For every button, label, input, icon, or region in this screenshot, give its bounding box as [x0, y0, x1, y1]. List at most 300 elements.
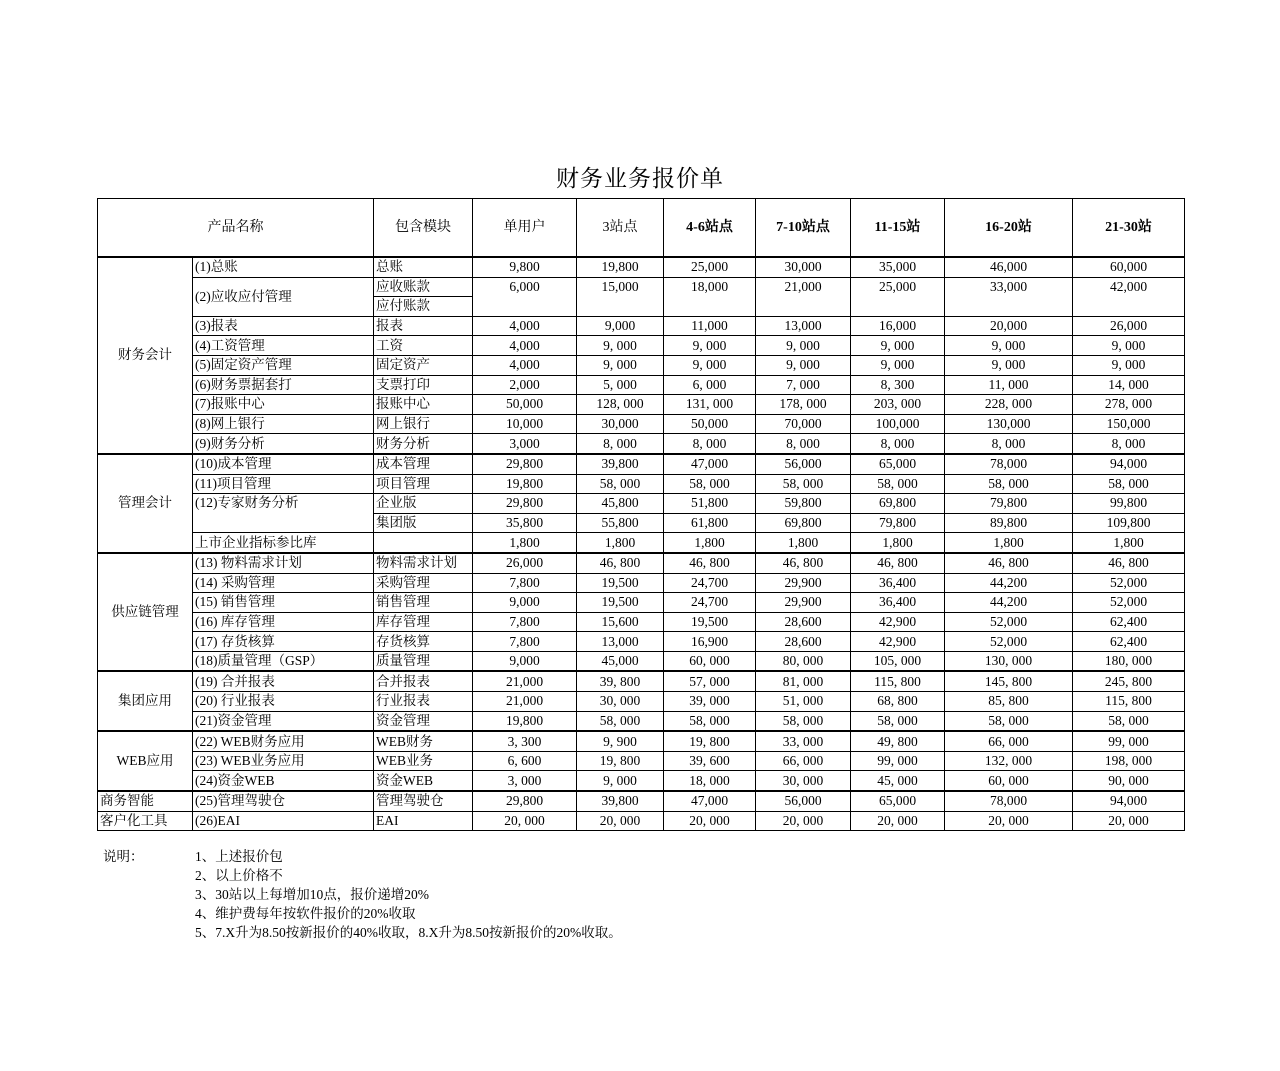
price-cell: 8, 000: [756, 434, 851, 454]
price-cell: 9, 000: [756, 336, 851, 356]
price-cell: 9, 000: [1073, 355, 1185, 375]
price-cell: 2,000: [473, 375, 577, 395]
module-cell: 工资: [374, 336, 473, 356]
price-cell: 100,000: [851, 414, 945, 434]
product-cell: (24)资金WEB: [193, 771, 374, 791]
price-cell: 115, 800: [1073, 692, 1185, 712]
price-cell: 9, 000: [577, 336, 664, 356]
price-cell: 62,400: [1073, 632, 1185, 652]
price-cell: 58, 000: [756, 711, 851, 731]
price-cell: 13,000: [577, 632, 664, 652]
price-cell: 3,000: [473, 434, 577, 454]
price-cell: 198, 000: [1073, 751, 1185, 771]
price-cell: 8, 000: [1073, 434, 1185, 454]
module-cell: 网上银行: [374, 414, 473, 434]
price-cell: 21,000: [473, 671, 577, 691]
table-row: [98, 277, 1185, 297]
table-row: [98, 751, 1185, 771]
price-cell: 9, 000: [945, 355, 1073, 375]
price-cell: 58, 000: [664, 711, 756, 731]
price-cell: 1,800: [473, 533, 577, 553]
module-cell: 企业版: [374, 494, 473, 514]
price-cell: 6, 600: [473, 751, 577, 771]
table-row: [98, 711, 1185, 731]
price-cell: 6,000: [473, 277, 577, 316]
price-cell: 26,000: [473, 553, 577, 573]
price-cell: 30,000: [756, 257, 851, 277]
price-cell: 45,800: [577, 494, 664, 514]
price-cell: 20, 000: [756, 811, 851, 831]
product-cell: (3)报表: [193, 316, 374, 336]
table-header-row: [98, 199, 1185, 258]
price-cell: 58, 000: [756, 474, 851, 494]
product-cell: (25)管理驾驶仓: [193, 791, 374, 811]
header-col: 21-30站: [1073, 199, 1185, 258]
price-cell: 58, 000: [945, 711, 1073, 731]
header-product: 产品名称: [98, 199, 374, 258]
price-cell: 8, 000: [577, 434, 664, 454]
price-cell: 47,000: [664, 454, 756, 474]
price-cell: 9, 900: [577, 731, 664, 751]
price-cell: 57, 000: [664, 671, 756, 691]
notes-label: 说明：: [103, 849, 144, 864]
table-row: [98, 434, 1185, 454]
price-cell: 9, 000: [851, 355, 945, 375]
price-cell: 6, 000: [664, 375, 756, 395]
price-cell: 19,800: [473, 711, 577, 731]
category-cell: WEB应用: [98, 731, 193, 791]
price-cell: 26,000: [1073, 316, 1185, 336]
price-cell: 69,800: [851, 494, 945, 514]
price-cell: 203, 000: [851, 395, 945, 415]
price-cell: 55,800: [577, 513, 664, 533]
price-cell: 58, 000: [851, 474, 945, 494]
price-cell: 15,000: [577, 277, 664, 316]
price-cell: 132, 000: [945, 751, 1073, 771]
price-cell: 11,000: [664, 316, 756, 336]
table-row: [98, 573, 1185, 593]
price-cell: 58, 000: [577, 711, 664, 731]
price-cell: 16,900: [664, 632, 756, 652]
module-cell: 应付账款: [374, 297, 473, 317]
price-cell: 51,800: [664, 494, 756, 514]
price-cell: 9, 000: [851, 336, 945, 356]
note-item: 3、30站以上每增加10点，报价递增20%: [195, 887, 429, 902]
module-cell: 管理驾驶仓: [374, 791, 473, 811]
price-cell: 7,800: [473, 573, 577, 593]
price-cell: 70,000: [756, 414, 851, 434]
product-cell: 上市企业指标参比库: [193, 533, 374, 553]
category-cell: 集团应用: [98, 671, 193, 731]
module-cell: 质量管理: [374, 651, 473, 671]
price-cell: 45, 000: [851, 771, 945, 791]
note-item: 4、维护费每年按软件报价的20%收取: [195, 906, 416, 921]
price-cell: 150,000: [1073, 414, 1185, 434]
price-cell: 9,000: [577, 316, 664, 336]
table-row: [98, 651, 1185, 671]
price-cell: 20, 000: [473, 811, 577, 831]
table-row: [98, 375, 1185, 395]
price-cell: 60, 000: [664, 651, 756, 671]
price-cell: 20, 000: [851, 811, 945, 831]
price-cell: 42,000: [1073, 277, 1185, 316]
price-cell: 20, 000: [1073, 811, 1185, 831]
price-cell: 115, 800: [851, 671, 945, 691]
price-cell: 58, 000: [577, 474, 664, 494]
price-cell: 50,000: [473, 395, 577, 415]
price-cell: 130,000: [945, 414, 1073, 434]
price-cell: 94,000: [1073, 791, 1185, 811]
price-cell: 7, 000: [756, 375, 851, 395]
module-cell: 销售管理: [374, 593, 473, 613]
price-cell: 30,000: [577, 414, 664, 434]
price-cell: 46, 800: [945, 553, 1073, 573]
price-cell: 58, 000: [1073, 474, 1185, 494]
module-cell: 报表: [374, 316, 473, 336]
module-cell: WEB财务: [374, 731, 473, 751]
note-item: 1、上述报价包: [195, 849, 283, 864]
module-cell: 存货核算: [374, 632, 473, 652]
price-cell: 130, 000: [945, 651, 1073, 671]
price-cell: 278, 000: [1073, 395, 1185, 415]
price-cell: 9, 000: [1073, 336, 1185, 356]
table-row: [98, 791, 1185, 811]
price-cell: 9, 000: [756, 355, 851, 375]
price-cell: 4,000: [473, 336, 577, 356]
price-cell: 61,800: [664, 513, 756, 533]
table-row: [98, 336, 1185, 356]
price-cell: 24,700: [664, 593, 756, 613]
price-cell: 105, 000: [851, 651, 945, 671]
category-cell: 商务智能: [98, 791, 193, 811]
price-cell: 4,000: [473, 355, 577, 375]
price-cell: 15,600: [577, 612, 664, 632]
price-cell: 62,400: [1073, 612, 1185, 632]
price-cell: 178, 000: [756, 395, 851, 415]
table-row: [98, 731, 1185, 751]
price-table: [97, 198, 1185, 831]
price-cell: 19,500: [577, 573, 664, 593]
header-col: 3站点: [577, 199, 664, 258]
product-cell: (9)财务分析: [193, 434, 374, 454]
price-cell: 65,000: [851, 791, 945, 811]
module-cell: 支票打印: [374, 375, 473, 395]
price-cell: 56,000: [756, 454, 851, 474]
price-cell: 79,800: [945, 494, 1073, 514]
price-cell: 79,800: [851, 513, 945, 533]
module-cell: 资金管理: [374, 711, 473, 731]
price-cell: 29,900: [756, 573, 851, 593]
price-cell: 94,000: [1073, 454, 1185, 474]
price-cell: 13,000: [756, 316, 851, 336]
price-cell: 59,800: [756, 494, 851, 514]
price-cell: 81, 000: [756, 671, 851, 691]
price-cell: 56,000: [756, 791, 851, 811]
product-cell: (26)EAI: [193, 811, 374, 831]
table-row: [98, 414, 1185, 434]
price-cell: 46, 800: [577, 553, 664, 573]
module-cell: 采购管理: [374, 573, 473, 593]
table-row: [98, 771, 1185, 791]
table-row: [98, 355, 1185, 375]
price-cell: 19, 800: [664, 731, 756, 751]
product-cell: (1)总账: [193, 257, 374, 277]
price-cell: 52,000: [945, 632, 1073, 652]
product-cell: (17) 存货核算: [193, 632, 374, 652]
price-cell: 145, 800: [945, 671, 1073, 691]
price-cell: 9, 000: [664, 355, 756, 375]
module-cell: 财务分析: [374, 434, 473, 454]
notes-list: [195, 847, 895, 942]
price-cell: 29,800: [473, 791, 577, 811]
price-cell: 39, 600: [664, 751, 756, 771]
price-cell: 36,400: [851, 573, 945, 593]
price-cell: 9,800: [473, 257, 577, 277]
price-cell: 85, 800: [945, 692, 1073, 712]
module-cell: 合并报表: [374, 671, 473, 691]
price-cell: 109,800: [1073, 513, 1185, 533]
price-cell: 42,900: [851, 612, 945, 632]
category-cell: 客户化工具: [98, 811, 193, 831]
price-cell: 35,000: [851, 257, 945, 277]
price-cell: 39,800: [577, 454, 664, 474]
price-cell: 1,800: [664, 533, 756, 553]
price-cell: 28,600: [756, 632, 851, 652]
product-cell: (11)项目管理: [193, 474, 374, 494]
module-cell: 物料需求计划: [374, 553, 473, 573]
price-cell: 245, 800: [1073, 671, 1185, 691]
header-col: 7-10站点: [756, 199, 851, 258]
price-cell: 33,000: [945, 277, 1073, 316]
product-cell: (13) 物料需求计划: [193, 553, 374, 573]
price-cell: 66, 000: [945, 731, 1073, 751]
price-cell: 39, 000: [664, 692, 756, 712]
module-cell: 资金WEB: [374, 771, 473, 791]
product-cell: (4)工资管理: [193, 336, 374, 356]
price-cell: 39, 800: [577, 671, 664, 691]
note-item: 2、以上价格不: [195, 868, 283, 883]
price-cell: 99, 000: [1073, 731, 1185, 751]
module-cell: 行业报表: [374, 692, 473, 712]
price-cell: 14, 000: [1073, 375, 1185, 395]
module-cell: 库存管理: [374, 612, 473, 632]
price-cell: 58, 000: [851, 711, 945, 731]
header-col: 11-15站: [851, 199, 945, 258]
product-cell: (22) WEB财务应用: [193, 731, 374, 751]
price-cell: 29,800: [473, 494, 577, 514]
price-cell: 11, 000: [945, 375, 1073, 395]
price-cell: 78,000: [945, 454, 1073, 474]
price-cell: 58, 000: [664, 474, 756, 494]
module-cell: [374, 533, 473, 553]
price-cell: 25,000: [851, 277, 945, 316]
module-cell: 项目管理: [374, 474, 473, 494]
price-cell: 8, 000: [664, 434, 756, 454]
price-cell: 46,000: [945, 257, 1073, 277]
price-cell: 29,900: [756, 593, 851, 613]
table-row: [98, 257, 1185, 277]
price-cell: 46, 800: [851, 553, 945, 573]
price-cell: 46, 800: [664, 553, 756, 573]
price-cell: 8, 000: [945, 434, 1073, 454]
table-row: [98, 593, 1185, 613]
price-cell: 21,000: [473, 692, 577, 712]
price-cell: 5, 000: [577, 375, 664, 395]
product-cell: (2)应收应付管理: [193, 277, 374, 316]
price-cell: 19,500: [577, 593, 664, 613]
price-cell: 46, 800: [756, 553, 851, 573]
header-col: 16-20站: [945, 199, 1073, 258]
price-cell: 20, 000: [577, 811, 664, 831]
module-cell: 集团版: [374, 513, 473, 533]
price-cell: 9, 000: [664, 336, 756, 356]
price-cell: 68, 800: [851, 692, 945, 712]
price-cell: 3, 000: [473, 771, 577, 791]
price-cell: 128, 000: [577, 395, 664, 415]
price-cell: 7,800: [473, 632, 577, 652]
product-cell: (10)成本管理: [193, 454, 374, 474]
price-cell: 1,800: [577, 533, 664, 553]
category-cell: 供应链管理: [98, 553, 193, 672]
price-cell: 131, 000: [664, 395, 756, 415]
price-cell: 9,000: [473, 593, 577, 613]
price-cell: 58, 000: [945, 474, 1073, 494]
price-cell: 19,500: [664, 612, 756, 632]
price-cell: 20, 000: [664, 811, 756, 831]
product-cell: (23) WEB业务应用: [193, 751, 374, 771]
price-cell: 1,800: [945, 533, 1073, 553]
product-cell: (7)报账中心: [193, 395, 374, 415]
price-cell: 9,000: [473, 651, 577, 671]
note-item: 5、7.X升为8.50按新报价的40%收取，8.X升为8.50按新报价的20%收取。: [195, 925, 622, 940]
price-cell: 19, 800: [577, 751, 664, 771]
price-cell: 4,000: [473, 316, 577, 336]
category-cell: 财务会计: [98, 257, 193, 454]
product-cell: (18)质量管理（GSP）: [193, 651, 374, 671]
price-cell: 33, 000: [756, 731, 851, 751]
price-cell: 21,000: [756, 277, 851, 316]
module-cell: 总账: [374, 257, 473, 277]
page-title: 财务业务报价单: [556, 166, 724, 191]
product-cell: (19) 合并报表: [193, 671, 374, 691]
price-cell: 50,000: [664, 414, 756, 434]
table-row: [98, 494, 1185, 514]
header-col: 4-6站点: [664, 199, 756, 258]
price-cell: 28,600: [756, 612, 851, 632]
header-col: 单用户: [473, 199, 577, 258]
price-cell: 52,000: [1073, 573, 1185, 593]
product-cell: (14) 采购管理: [193, 573, 374, 593]
price-cell: 99, 000: [851, 751, 945, 771]
product-cell: (5)固定资产管理: [193, 355, 374, 375]
table-row: [98, 671, 1185, 691]
module-cell: 固定资产: [374, 355, 473, 375]
product-cell: (12)专家财务分析: [193, 494, 374, 533]
price-cell: 20,000: [945, 316, 1073, 336]
product-cell: (6)财务票据套打: [193, 375, 374, 395]
table-row: [98, 454, 1185, 474]
price-cell: 46, 800: [1073, 553, 1185, 573]
price-cell: 1,800: [851, 533, 945, 553]
price-cell: 66, 000: [756, 751, 851, 771]
table-row: [98, 553, 1185, 573]
price-cell: 19,800: [473, 474, 577, 494]
price-cell: 1,800: [756, 533, 851, 553]
price-cell: 29,800: [473, 454, 577, 474]
product-cell: (16) 库存管理: [193, 612, 374, 632]
product-cell: (20) 行业报表: [193, 692, 374, 712]
price-cell: 9, 000: [945, 336, 1073, 356]
table-row: [98, 533, 1185, 553]
price-cell: 44,200: [945, 573, 1073, 593]
category-cell: 管理会计: [98, 454, 193, 553]
price-cell: 90, 000: [1073, 771, 1185, 791]
price-cell: 24,700: [664, 573, 756, 593]
price-cell: 58, 000: [1073, 711, 1185, 731]
price-cell: 35,800: [473, 513, 577, 533]
price-cell: 49, 800: [851, 731, 945, 751]
price-cell: 45,000: [577, 651, 664, 671]
price-cell: 30, 000: [577, 692, 664, 712]
price-cell: 39,800: [577, 791, 664, 811]
table-row: [98, 811, 1185, 831]
price-cell: 19,800: [577, 257, 664, 277]
module-cell: 成本管理: [374, 454, 473, 474]
product-cell: (15) 销售管理: [193, 593, 374, 613]
price-cell: 30, 000: [756, 771, 851, 791]
price-cell: 16,000: [851, 316, 945, 336]
table-row: [98, 692, 1185, 712]
price-cell: 9, 000: [577, 771, 664, 791]
price-cell: 42,900: [851, 632, 945, 652]
table-row: [98, 316, 1185, 336]
price-cell: 51, 000: [756, 692, 851, 712]
price-cell: 65,000: [851, 454, 945, 474]
module-cell: EAI: [374, 811, 473, 831]
table-row: [98, 395, 1185, 415]
module-cell: 报账中心: [374, 395, 473, 415]
price-cell: 10,000: [473, 414, 577, 434]
price-cell: 8, 300: [851, 375, 945, 395]
price-cell: 8, 000: [851, 434, 945, 454]
price-cell: 52,000: [1073, 593, 1185, 613]
price-cell: 228, 000: [945, 395, 1073, 415]
product-cell: (21)资金管理: [193, 711, 374, 731]
price-cell: 60, 000: [945, 771, 1073, 791]
price-cell: 20, 000: [945, 811, 1073, 831]
price-cell: 25,000: [664, 257, 756, 277]
price-cell: 99,800: [1073, 494, 1185, 514]
price-cell: 78,000: [945, 791, 1073, 811]
table-row: [98, 632, 1185, 652]
price-cell: 44,200: [945, 593, 1073, 613]
price-cell: 80, 000: [756, 651, 851, 671]
module-cell: WEB业务: [374, 751, 473, 771]
price-cell: 3, 300: [473, 731, 577, 751]
price-cell: 18, 000: [664, 771, 756, 791]
module-cell: 应收账款: [374, 277, 473, 297]
price-cell: 9, 000: [577, 355, 664, 375]
price-cell: 52,000: [945, 612, 1073, 632]
header-module: 包含模块: [374, 199, 473, 258]
price-cell: 89,800: [945, 513, 1073, 533]
price-cell: 69,800: [756, 513, 851, 533]
price-cell: 1,800: [1073, 533, 1185, 553]
price-cell: 60,000: [1073, 257, 1185, 277]
price-cell: 36,400: [851, 593, 945, 613]
price-cell: 180, 000: [1073, 651, 1185, 671]
price-cell: 18,000: [664, 277, 756, 316]
